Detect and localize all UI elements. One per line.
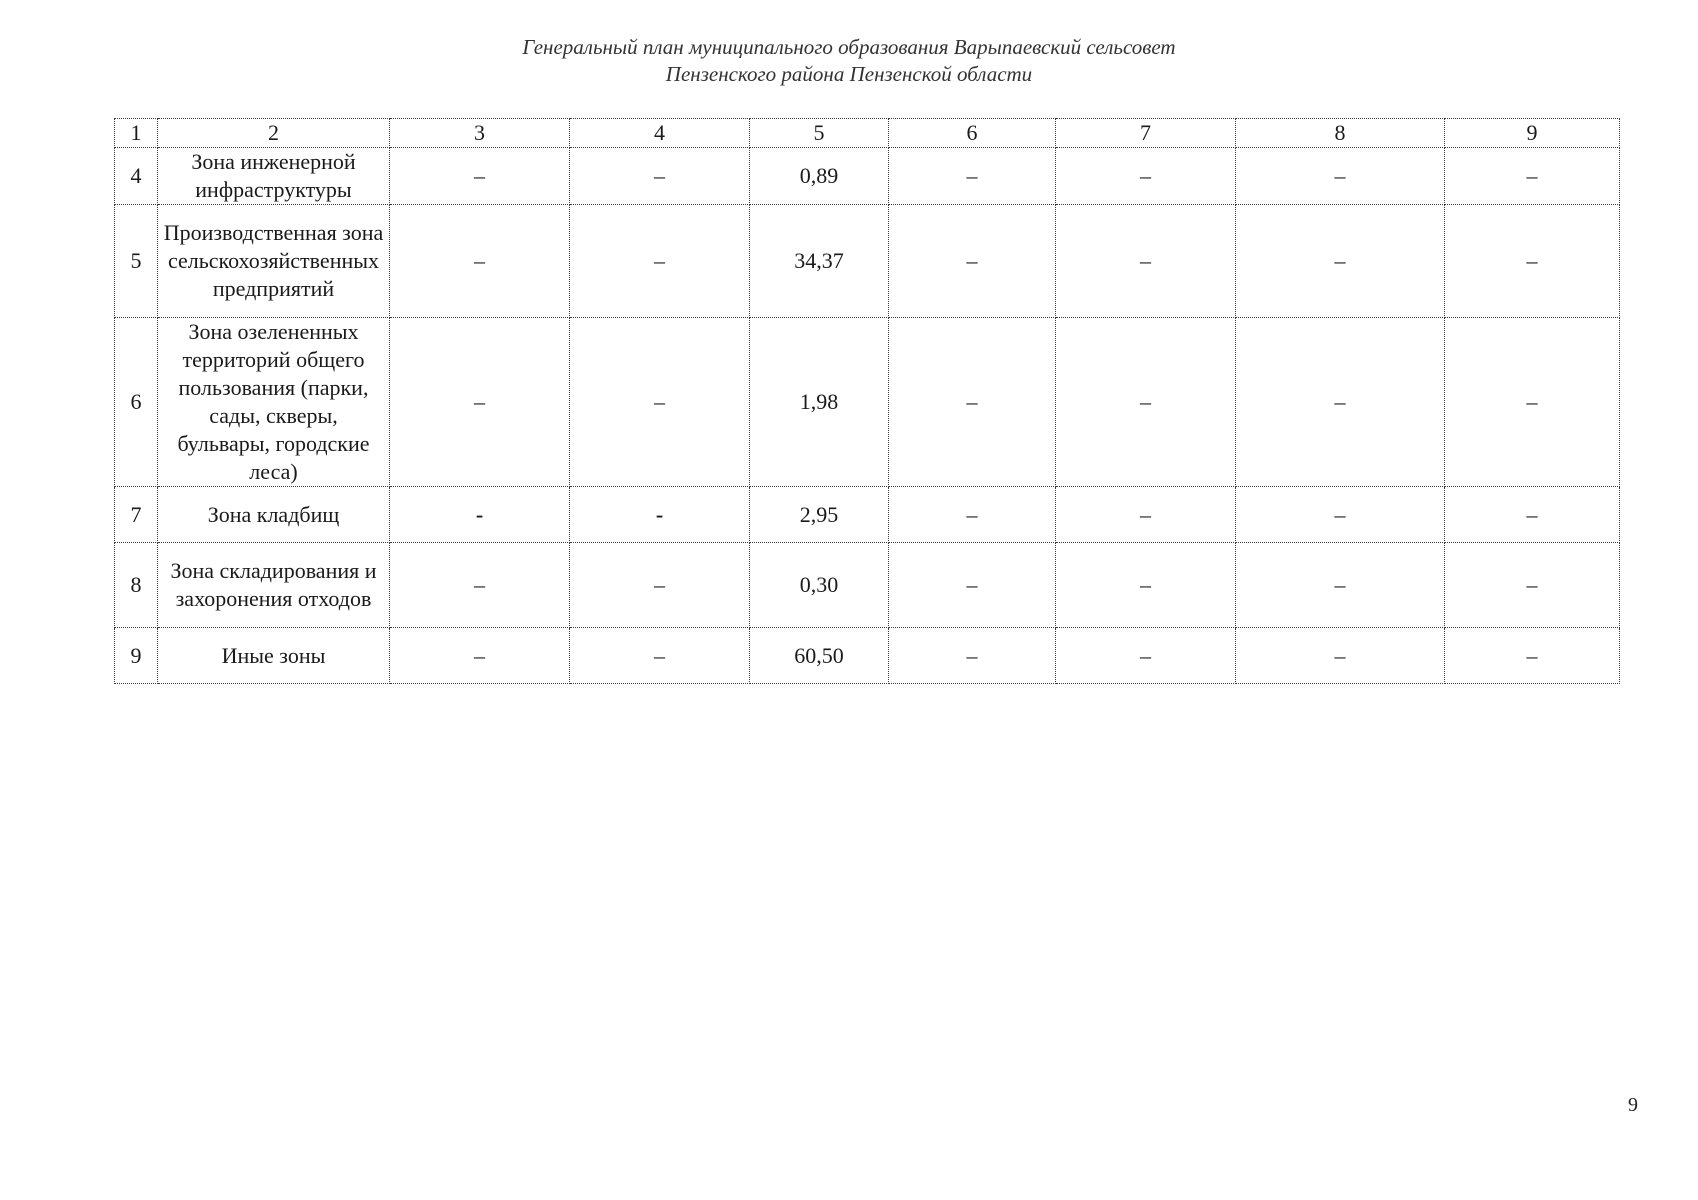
land-use-table	[114, 118, 1620, 684]
table-cell: –	[1445, 543, 1620, 628]
table-cell: –	[1236, 148, 1445, 205]
table-cell: –	[1445, 205, 1620, 318]
table-row	[115, 487, 1620, 543]
zone-name: Производственная зона сельскохозяйственных предприятий	[158, 205, 390, 318]
table-cell: –	[570, 318, 750, 487]
row-number: 9	[115, 628, 158, 684]
table-cell: –	[1056, 318, 1236, 487]
table-cell: –	[1236, 318, 1445, 487]
table-row	[115, 148, 1620, 205]
column-header: 9	[1445, 119, 1620, 148]
column-header: 1	[115, 119, 158, 148]
row-number: 6	[115, 318, 158, 487]
table-cell: –	[390, 148, 570, 205]
table-cell: -	[390, 487, 570, 543]
area-value: 0,30	[750, 543, 889, 628]
table-cell: –	[570, 628, 750, 684]
row-number: 7	[115, 487, 158, 543]
table-cell: -	[570, 487, 750, 543]
table-cell: –	[570, 205, 750, 318]
table-cell: –	[889, 628, 1056, 684]
column-header: 8	[1236, 119, 1445, 148]
zone-name: Иные зоны	[158, 628, 390, 684]
table-cell: –	[889, 148, 1056, 205]
header-line-2: Пензенского района Пензенской области	[665, 62, 1033, 86]
column-header: 6	[889, 119, 1056, 148]
table-row	[115, 318, 1620, 487]
table-cell: –	[1056, 628, 1236, 684]
column-header: 4	[570, 119, 750, 148]
zone-name: Зона складирования и захоронения отходов	[158, 543, 390, 628]
header-line-1: Генеральный план муниципального образования Варыпаевский сельсовет	[522, 35, 1176, 59]
table-cell: –	[570, 543, 750, 628]
table-cell: –	[390, 318, 570, 487]
table-cell: –	[390, 205, 570, 318]
table-cell: –	[1445, 487, 1620, 543]
table-cell: –	[889, 543, 1056, 628]
table-cell: –	[1056, 205, 1236, 318]
table-header-row	[115, 119, 1620, 148]
page-header	[0, 34, 1698, 88]
area-value: 34,37	[750, 205, 889, 318]
area-value: 60,50	[750, 628, 889, 684]
table-cell: –	[889, 205, 1056, 318]
area-value: 1,98	[750, 318, 889, 487]
table-cell: –	[570, 148, 750, 205]
row-number: 5	[115, 205, 158, 318]
table-cell: –	[1056, 487, 1236, 543]
zone-name: Зона инженерной инфраструктуры	[158, 148, 390, 205]
table-cell: –	[1445, 628, 1620, 684]
area-value: 0,89	[750, 148, 889, 205]
row-number: 8	[115, 543, 158, 628]
table-cell: –	[1236, 205, 1445, 318]
table-cell: –	[390, 628, 570, 684]
table-row	[115, 205, 1620, 318]
zone-name: Зона озелененных территорий общего пользования (парки, сады, скверы, бульвары, городские леса)	[158, 318, 390, 487]
table-cell: –	[1445, 148, 1620, 205]
table-row	[115, 543, 1620, 628]
column-header: 2	[158, 119, 390, 148]
table-cell: –	[889, 318, 1056, 487]
table-cell: –	[1445, 318, 1620, 487]
column-header: 5	[750, 119, 889, 148]
table-cell: –	[1236, 487, 1445, 543]
table-cell: –	[1236, 628, 1445, 684]
table-cell: –	[889, 487, 1056, 543]
table-cell: –	[390, 543, 570, 628]
page-number: 9	[1628, 1094, 1638, 1116]
table-cell: –	[1056, 543, 1236, 628]
area-value: 2,95	[750, 487, 889, 543]
row-number: 4	[115, 148, 158, 205]
zone-name: Зона кладбищ	[158, 487, 390, 543]
table-row	[115, 628, 1620, 684]
table-cell: –	[1236, 543, 1445, 628]
table-cell: –	[1056, 148, 1236, 205]
column-header: 7	[1056, 119, 1236, 148]
column-header: 3	[390, 119, 570, 148]
